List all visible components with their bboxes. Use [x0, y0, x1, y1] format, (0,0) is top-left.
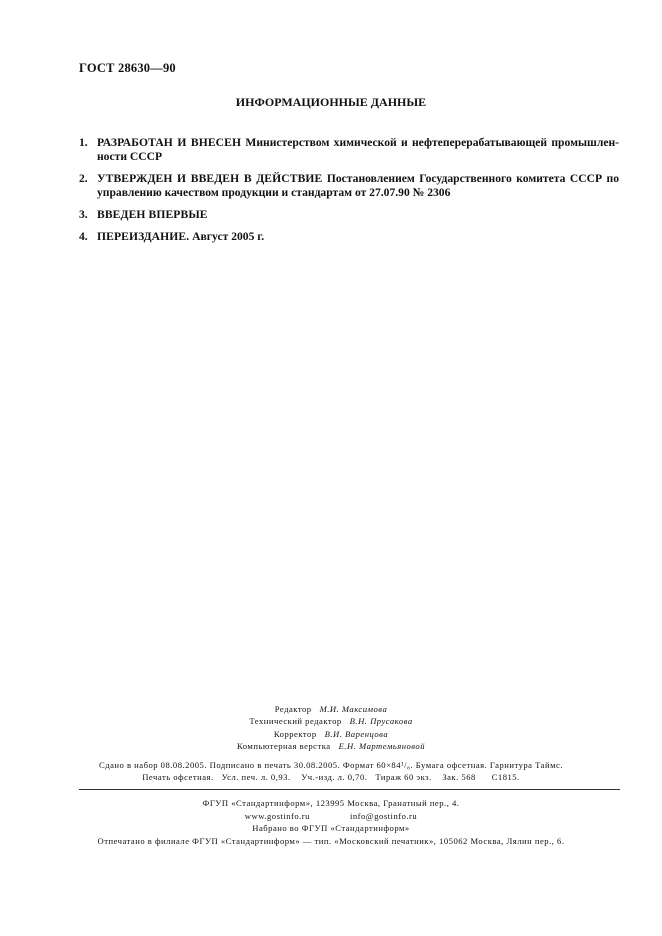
publisher-website: www.gostinfo.ru [244, 810, 310, 821]
credit-proofreader [0, 728, 662, 740]
item-text [97, 172, 619, 200]
credit-role: Корректор [273, 728, 317, 739]
list-item [79, 136, 619, 164]
publisher-typeset: Набрано во ФГУП «Стандартинформ» [252, 823, 410, 834]
publisher-email: info@gostinfo.ru [349, 810, 418, 821]
credit-person: В.И. Варенцова [324, 728, 389, 739]
credit-role: Компьютерная верстка [236, 740, 331, 751]
gost-code: ГОСТ 28630—90 [79, 61, 176, 75]
item-number: 2. [79, 172, 88, 185]
credit-technical-editor [0, 715, 662, 727]
credit-editor [0, 703, 662, 715]
item-lead: ВВЕДЕН ВПЕРВЫЕ [97, 208, 208, 221]
item-lead: ПЕРЕИЗДАНИЕ. [97, 230, 190, 243]
print-info-line: Печать офсетная. Усл. печ. л. 0,93. Уч.-изд. л. 0,70. Тираж 60 экз. Зак. 568 С1815. [142, 772, 520, 783]
credit-person: М.И. Максимова [319, 704, 388, 714]
publisher-contacts [0, 810, 662, 823]
credit-layout [0, 740, 662, 752]
info-list [79, 136, 619, 252]
item-number: 3. [79, 208, 88, 221]
divider [79, 789, 620, 790]
item-lead: РАЗРАБОТАН И ВНЕСЕН [97, 136, 242, 149]
credit-role: Технический редактор [249, 716, 342, 727]
publisher-printed: Отпечатано в филиале ФГУП «Стандартинформ» — тип. «Московский печатник», 105062 Москва, Лялин пер., 6. [97, 835, 565, 846]
item-body: Постановлением Государственного комитета СССР по управлению качеством продукции и стандартам от 27.07.90 № 2306 [97, 172, 620, 199]
print-info-line: Сдано в набор 08.08.2005. Подписано в печать 30.08.2005. Формат 60×84¹/₈. Бумага офсетная. Гарнитура Таймс. [98, 760, 563, 770]
list-item [79, 172, 619, 200]
credit-role: Редактор [274, 704, 312, 714]
item-body: Министерством химической и нефтеперерабатывающей промышлен-ности СССР [97, 136, 620, 163]
item-text [97, 136, 619, 164]
section-title: ИНФОРМАЦИОННЫЕ ДАННЫЕ [235, 95, 427, 109]
credit-person: Е.Н. Мартемьяновой [338, 740, 426, 751]
item-text [97, 230, 619, 244]
item-number: 4. [79, 230, 88, 243]
print-info [0, 759, 662, 784]
item-text [97, 208, 619, 222]
list-item [79, 208, 619, 222]
item-lead: УТВЕРЖДЕН И ВВЕДЕН В ДЕЙСТВИЕ [97, 172, 323, 185]
credit-person: В.Н. Прусакова [349, 716, 413, 727]
publisher-address: ФГУП «Стандартинформ», 123995 Москва, Гранатный пер., 4. [202, 798, 460, 808]
item-body: Август 2005 г. [192, 230, 265, 243]
credits-block [0, 703, 662, 752]
list-item [79, 230, 619, 244]
item-number: 1. [79, 136, 88, 149]
publisher-block [0, 797, 662, 847]
